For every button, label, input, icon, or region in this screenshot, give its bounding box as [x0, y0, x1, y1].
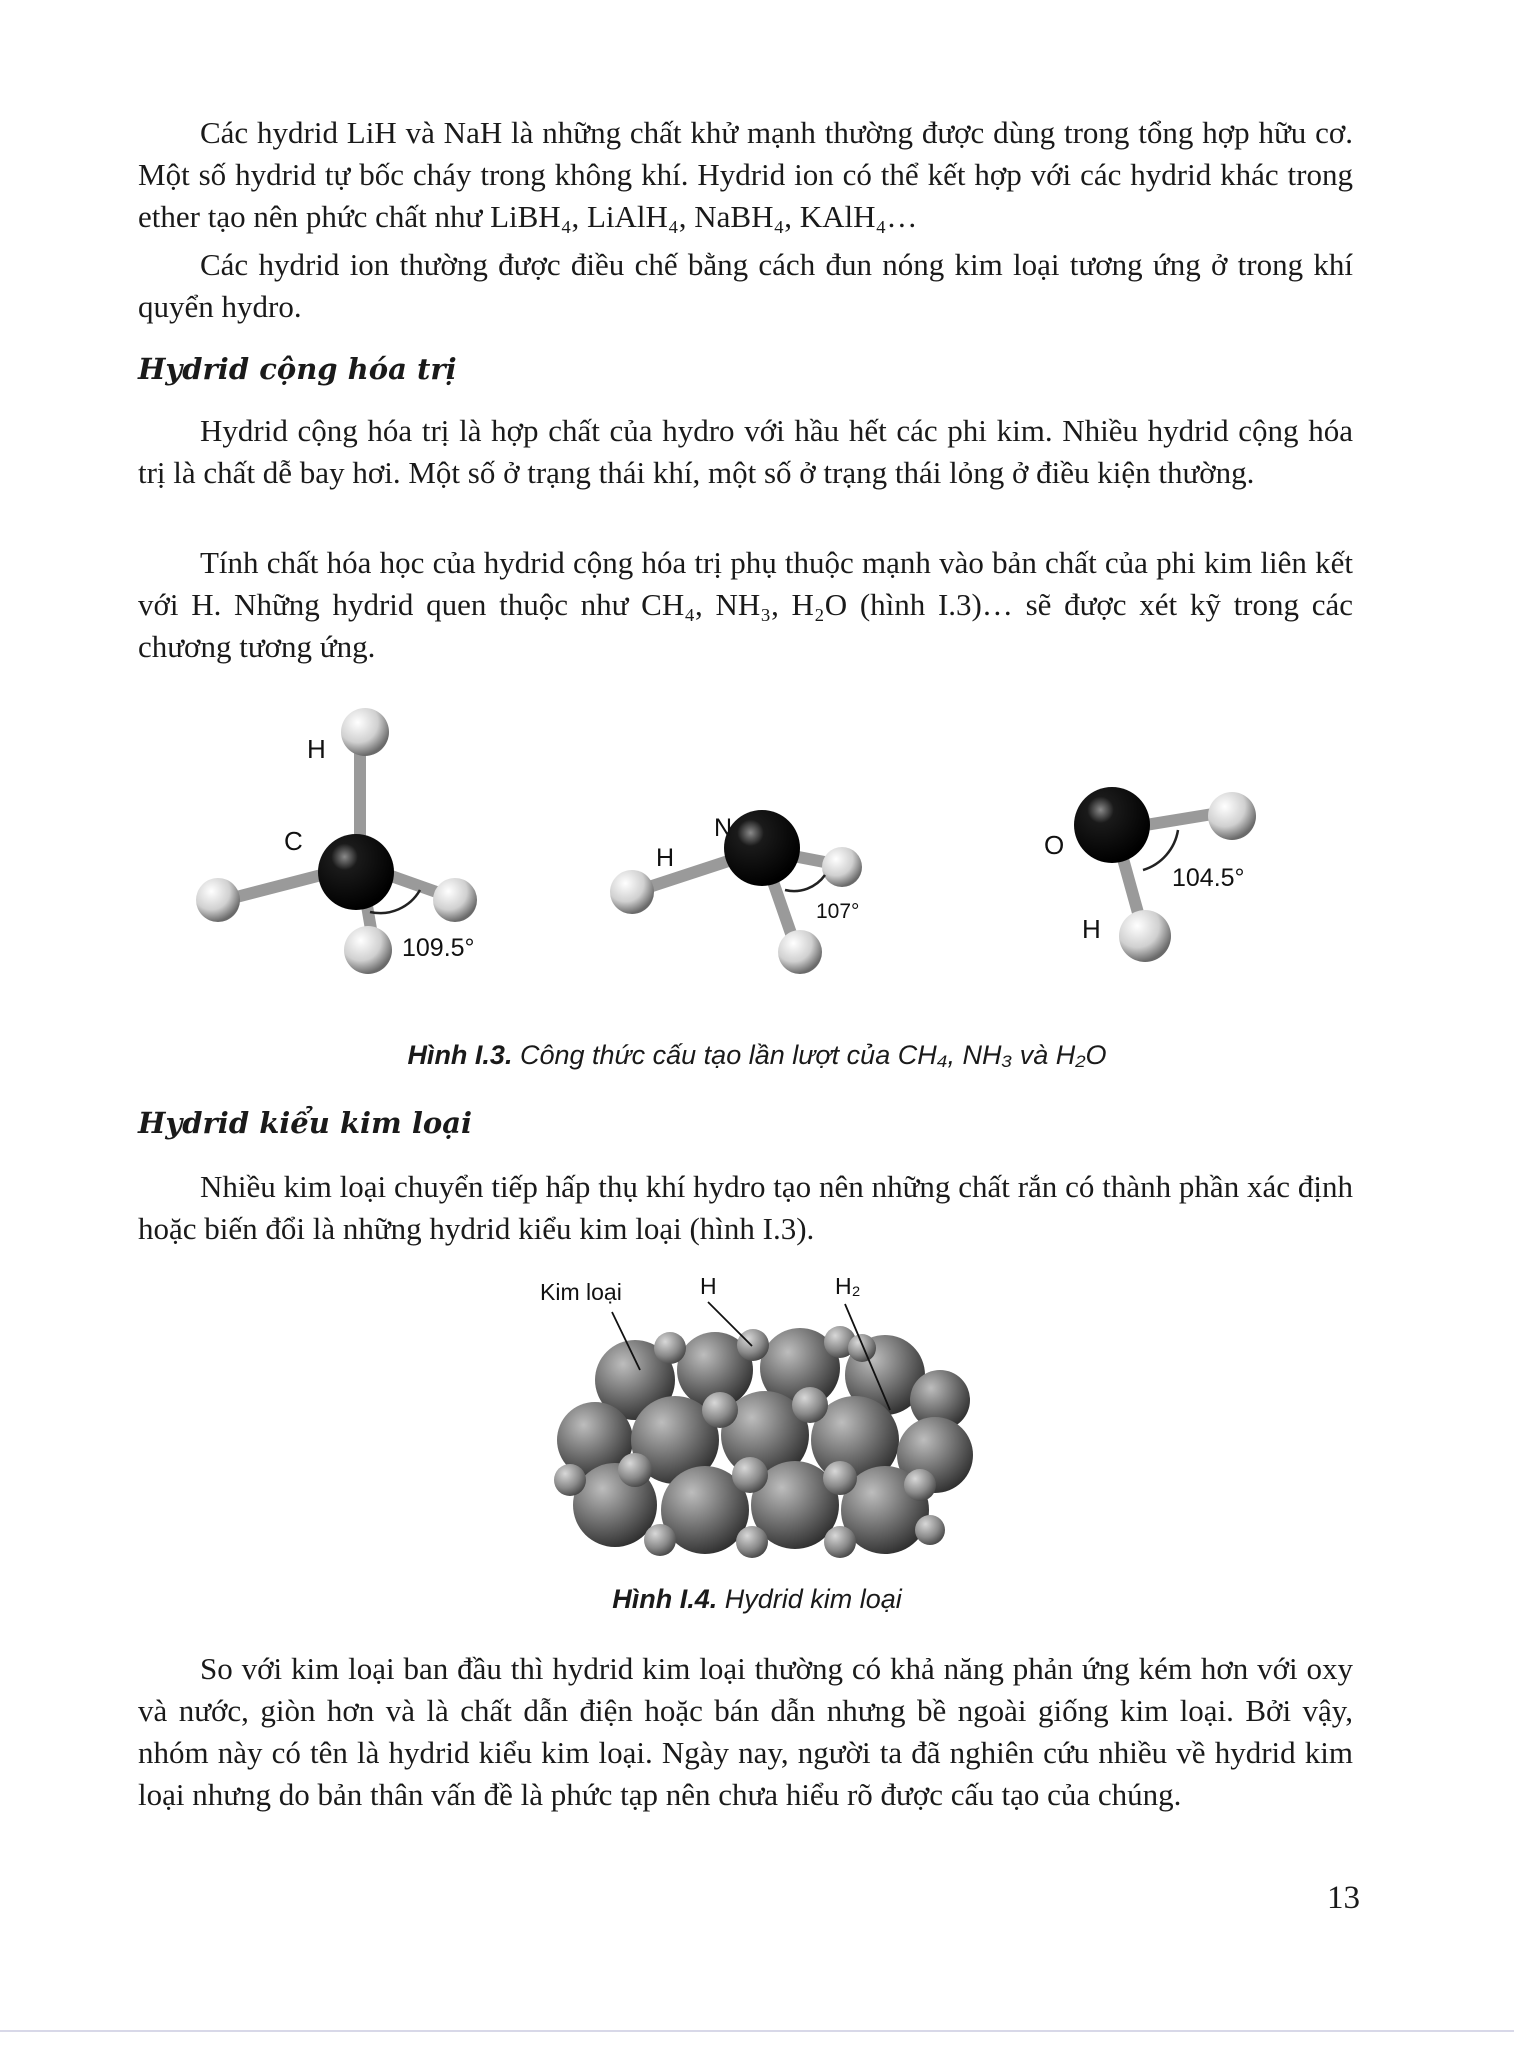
hydrogen-atom	[344, 926, 392, 974]
scan-edge-line	[0, 2030, 1514, 2032]
carbon-atom	[318, 834, 394, 910]
paragraph-metallic-hydrid-properties: So với kim loại ban đầu thì hydrid kim loại thường có khả năng phản ứng kém hơn với oxy và nước, giòn hơn và là chất dẫn điện hoặc bán dẫn nhưng bề ngoài giống kim loại. Bởi vậy, nhóm này có tên là hydrid kiểu kim loại. Ngày nay, người ta đã nghiên cứu nhiều về hydrid kim loại nhưng do bản thân vấn đề là phức tạp nên chưa hiểu rõ được cấu tạo của chúng.	[138, 1651, 1353, 1812]
nh3-molecule	[610, 810, 862, 974]
label-h2: H₂	[835, 1273, 861, 1299]
paragraph-ionic-hydrid-preparation: Các hydrid ion thường được điều chế bằng cách đun nóng kim loại tương ứng ở trong khí quyển hydro.	[138, 247, 1353, 324]
paragraph-covalent-hydrid-definition: Hydrid cộng hóa trị là hợp chất của hydro với hầu hết các phi kim. Nhiều hydrid cộng hóa trị là chất dễ bay hơi. Một số ở trạng thái khí, một số ở trạng thái lỏng ở điều kiện thường.	[138, 413, 1353, 490]
ch4-molecule	[196, 708, 477, 974]
hydrogen-atom	[196, 878, 240, 922]
hydrogen-atom	[610, 870, 654, 914]
nitrogen-atom	[724, 810, 800, 886]
hydrogen-atom	[822, 847, 862, 887]
label-metal: Kim loại	[540, 1279, 622, 1305]
h2o-angle-label: 104.5°	[1172, 864, 1245, 892]
figure-metal-hydride-lattice	[540, 1270, 980, 1570]
h2o-molecule	[1044, 787, 1256, 962]
ch4-angle-label: 109.5°	[402, 934, 475, 962]
figure-i4-caption-label: Hình I.4.	[612, 1584, 718, 1614]
h2o-label-h: H	[1082, 914, 1101, 944]
figure-i3-caption	[0, 1040, 1514, 1071]
hydrogen-atom	[433, 878, 477, 922]
figure-i3-caption-text: Công thức cấu tạo lần lượt của CH₄, NH₃ và H₂O	[519, 1040, 1107, 1070]
ch4-label-h: H	[307, 734, 326, 764]
label-hydrogen: H	[700, 1273, 717, 1299]
figure-i3-caption-label: Hình I.3.	[407, 1040, 513, 1070]
hydrogen-atom	[1208, 792, 1256, 840]
figure-i4-caption-text: Hydrid kim loại	[724, 1584, 902, 1614]
heading-covalent-hydrid: Hydrid cộng hóa trị	[138, 352, 457, 386]
h2o-label-o: O	[1044, 830, 1065, 860]
sphere-cluster	[554, 1326, 973, 1558]
oxygen-atom	[1074, 787, 1150, 863]
paragraph-metallic-hydrid-definition: Nhiều kim loại chuyển tiếp hấp thụ khí hydro tạo nên những chất rắn có thành phần xác định hoặc biến đổi là những hydrid kiểu kim loại (hình I.3).	[138, 1169, 1353, 1246]
nh3-angle-label: 107°	[816, 900, 860, 923]
hydrogen-atom	[778, 930, 822, 974]
paragraph-covalent-hydrid-properties: Tính chất hóa học của hydrid cộng hóa trị phụ thuộc mạnh vào bản chất của phi kim liên kết với H. Những hydrid quen thuộc như CH₄, NH₃, H₂O (hình I.3)… sẽ được xét kỹ trong các chương tương ứng.	[138, 545, 1353, 664]
figure-i4-caption	[0, 1584, 1514, 1615]
paragraph-ionic-hydrid-uses: Các hydrid LiH và NaH là những chất khử mạnh thường được dùng trong tổng hợp hữu cơ. Một số hydrid tự bốc cháy trong không khí. Hydrid ion có thể kết hợp với các hydrid khác trong ether tạo nên phức chất như LiBH₄, LiAlH₄, NaBH₄, KAlH₄…	[138, 115, 1353, 234]
hydrogen-atom	[341, 708, 389, 756]
page-number: 13	[1327, 1880, 1360, 1916]
heading-metallic-hydrid: Hydrid kiểu kim loại	[138, 1106, 472, 1140]
nh3-label-h: H	[656, 844, 675, 872]
nh3-label-n: N	[714, 814, 733, 842]
hydrogen-atom	[1119, 910, 1171, 962]
ch4-label-c: C	[284, 826, 303, 856]
figure-molecule-structures	[0, 690, 1514, 1030]
